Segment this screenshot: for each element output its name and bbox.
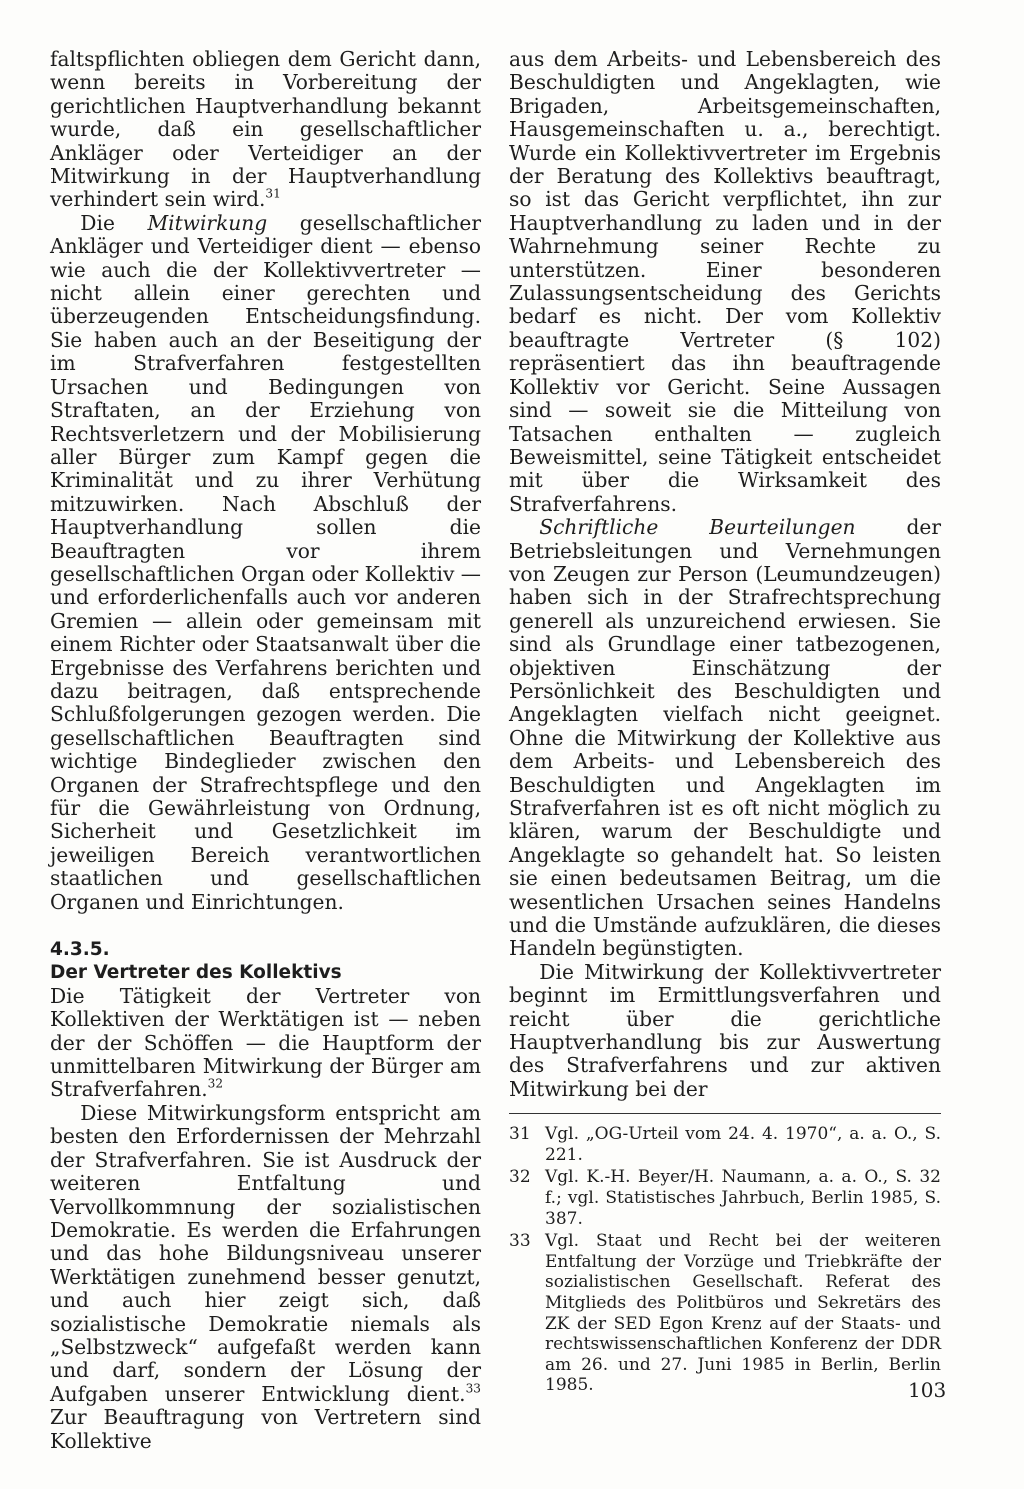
- footnote-divider: [509, 1113, 941, 1114]
- emphasis: Mitwirkung: [147, 210, 268, 235]
- footnote-number: 33: [509, 1231, 531, 1252]
- footnote-text: Vgl. K.-H. Beyer/H. Naumann, a. a. O., S. 32 f.; vgl. Statistisches Jahrbuch, Berlin 1985, S. 387.: [545, 1167, 941, 1229]
- footnote: [509, 1231, 941, 1396]
- paragraph: Die Tätigkeit der Vertreter von Kollektiven der Werktätigen ist — neben der der Schöffen — die Hauptform der unmittelbaren Mitwirkung der Bürger am Strafverfahren.$^{32}$: [50, 983, 481, 1102]
- paragraph: faltspflichten obliegen dem Gericht dann, wenn bereits in Vorbereitung der gerichtlichen Hauptverhandlung bekannt wurde, daß ein gesellschaftlicher Ankläger oder Verteidiger an der Mitwirkung in der Hauptverhandlung verhindert sein wird.$^{31}$: [50, 47, 481, 212]
- footnotes: [509, 1124, 941, 1396]
- paragraph: Diese Mitwirkungsform entspricht am besten den Erfordernissen der Mehrzahl der Strafverfahren. Sie ist Ausdruck der weiteren Entfaltung und Vervollkommnung der sozialistischen Demokratie. Es werden die Erfahrungen und das hohe Bildungsniveau unserer Werktätigen zunehmend besser genutzt, und auch hier zeigt sich, daß sozialistische Demokratie niemals als „Selbstzweck“ aufgefaßt werden kann und darf, sondern der Lösung der Aufgaben unserer Entwicklung dient.$^{33}$ Zur Beauftragung von Vertretern sind Kollektive: [50, 1100, 481, 1453]
- paragraph: aus dem Arbeits- und Lebensbereich des Beschuldigten und Angeklagten, wie Brigaden, Arbeitsgemeinschaften, Hausgemeinschaften u. a., berechtigt. Wurde ein Kollektivvertreter im Ergebnis der Beratung des Kollektivs beauftragt, so ist das Gericht verpflichtet, ihn zur Hauptverhandlung zu laden und in der Wahrnehmung seiner Rechte zu unterstützen. Einer besonderen Zulassungsentscheidung des Gerichts bedarf es nicht. Der vom Kollektiv beauftragte Vertreter (§ 102) repräsentiert das ihn beauftragende Kollektiv vor Gericht. Seine Aussagen sind — soweit sie die Mitteilung von Tatsachen enthalten — zugleich Beweismittel, seine Tätigkeit entscheidet mit über die Wirksamkeit des Strafverfahrens.: [509, 47, 941, 516]
- left-column: [50, 48, 481, 1453]
- section-title: Der Vertreter des Kollektivs: [50, 962, 342, 984]
- footnote-ref[interactable]: 33: [465, 1381, 481, 1396]
- page-number: 103: [908, 1378, 947, 1402]
- footnote: [509, 1124, 941, 1165]
- emphasis: Schriftliche Beurteilungen: [539, 515, 856, 540]
- footnote-ref[interactable]: 31: [265, 186, 281, 201]
- section-number: 4.3.5.: [50, 939, 110, 961]
- footnote: [509, 1167, 941, 1229]
- footnote-text: Vgl. „OG-Urteil vom 24. 4. 1970“, a. a. O., S. 221.: [545, 1124, 941, 1165]
- paragraph: Die Mitwirkung gesellschaftlicher Ankläger und Verteidiger dient — ebenso wie auch die der Kollektivvertreter — nicht allein einer gerechten und überzeugenden Entscheidungsfindung. Sie haben auch an der Beseitigung der im Strafverfahren festgestellten Ursachen und Bedingungen von Straftaten, an der Erziehung von Rechtsverletzern und der Mobilisierung aller Bürger zum Kampf gegen die Kriminalität und zu ihrer Verhütung mitzuwirken. Nach Abschluß der Hauptverhandlung sollen die Beauftragten vor ihrem gesellschaftlichen Organ oder Kollektiv — und erforderlichenfalls auch vor anderen Gremien — allein oder gemeinsam mit einem Richter oder Staatsanwalt über die Ergebnisse des Verfahrens berichten und dazu beitragen, daß entsprechende Schlußfolgerungen gezogen werden. Die gesellschaftlichen Beauftragten sind wichtige Bindeglieder zwischen den Organen der Strafrechtspflege und den für die Gewährleistung von Ordnung, Sicherheit und Gesetzlichkeit im jeweiligen Bereich verantwortlichen staatlichen und gesellschaftlichen Organen und Einrichtungen.: [50, 210, 481, 914]
- footnote-number: 31: [509, 1124, 531, 1145]
- paragraph: Schriftliche Beurteilungen der Betriebsleitungen und Vernehmungen von Zeugen zur Person (Leumundzeugen) haben sich in der Strafrechtsprechung generell als unzureichend erwiesen. Sie sind als Grundlage einer tatbezogenen, objektiven Einschätzung der Persönlichkeit des Beschuldigten und Angeklagten vielfach nicht geeignet. Ohne die Mitwirkung der Kollektive aus dem Arbeits- und Lebensbereich des Beschuldigten und Angeklagten im Strafverfahren ist es oft nicht möglich zu klären, warum der Beschuldigte und Angeklagte so gehandelt hat. So leisten sie einen bedeutsamen Beitrag, um die wesentlichen Ursachen seines Handelns und die Umstände aufzuklären, die dieses Handeln begünstigten.: [509, 515, 941, 961]
- paragraph: Die Mitwirkung der Kollektivvertreter beginnt im Ermittlungsverfahren und reicht über die gerichtliche Hauptverhandlung bis zur Auswertung des Strafverfahrens und zur aktiven Mitwirkung bei der: [509, 959, 941, 1101]
- footnote-number: 32: [509, 1167, 531, 1188]
- footnote-ref[interactable]: 32: [207, 1077, 224, 1091]
- right-column: [509, 48, 941, 1398]
- footnote-text: Vgl. Staat und Recht bei der weiteren Entfaltung der Vorzüge und Triebkräfte der sozialistischen Gesellschaft. Referat des Mitglieds des Politbüros und Sekretärs des ZK der SED Egon Krenz auf der Staats- und rechtswissenschaftlichen Konferenz der DDR am 26. und 27. Juni 1985 in Berlin, Berlin 1985.: [545, 1231, 941, 1396]
